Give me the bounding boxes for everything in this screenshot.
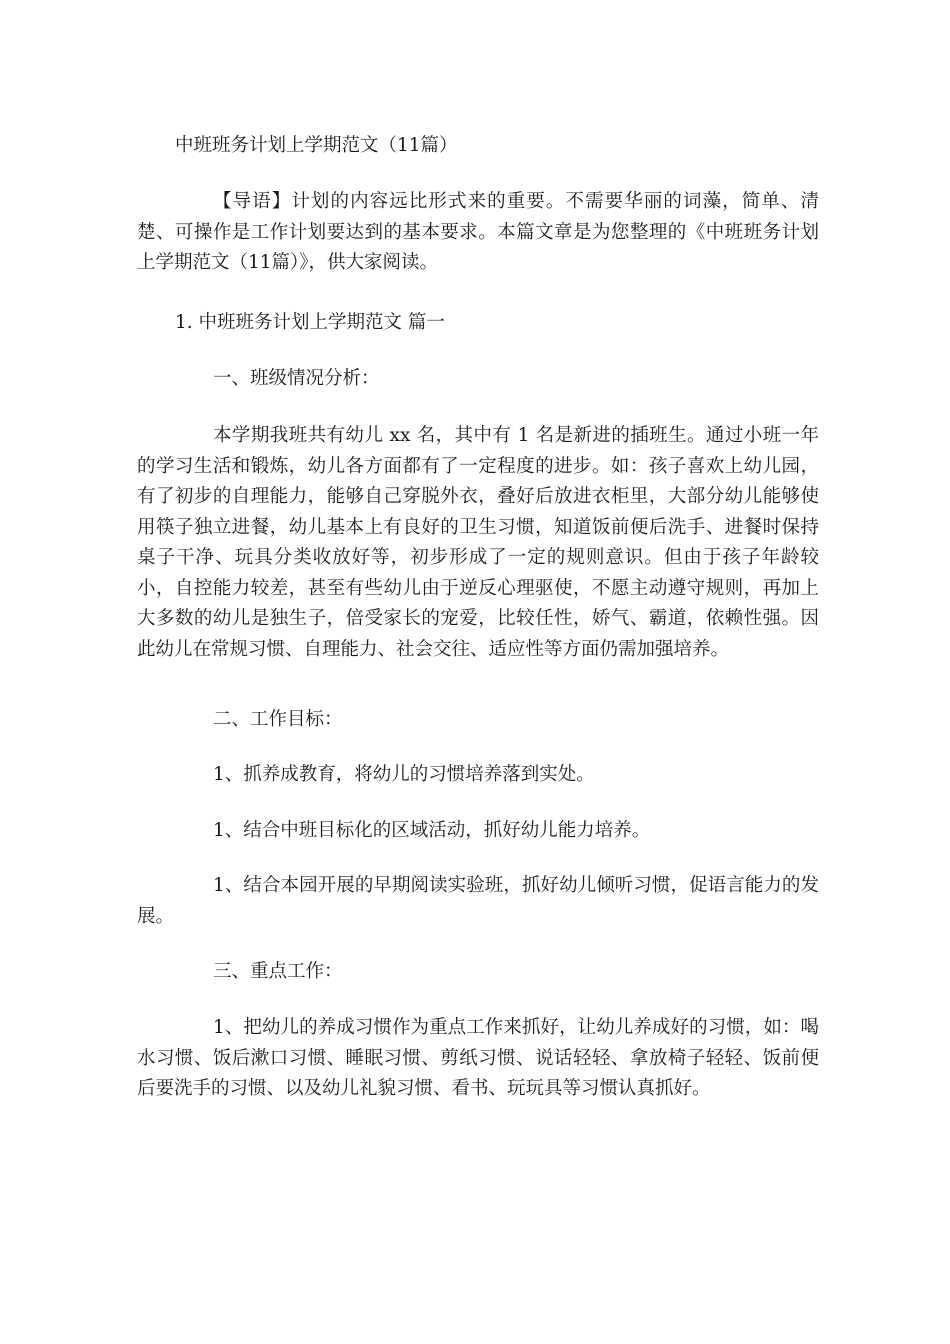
section-heading: 1. 中班班务计划上学期范文 篇一 — [175, 312, 445, 333]
goal-item-1: 1、抓养成教育，将幼儿的习惯培养落到实处。 — [213, 764, 595, 785]
part1-heading: 一、班级情况分析： — [213, 368, 380, 389]
work-item-1: 1、把幼儿的养成习惯作为重点工作来抓好，让幼儿养成好的习惯，如：喝水习惯、饭后漱口习惯、睡眠习惯、剪纸习惯、说话轻轻、拿放椅子轻轻、饭前便后要洗手的习惯、以及幼儿礼貌习惯、看书、玩玩具等习惯认真抓好。 — [137, 1017, 819, 1099]
goal-item-3: 1、结合本园开展的早期阅读实验班，抓好幼儿倾听习惯，促语言能力的发展。 — [137, 875, 819, 927]
intro-paragraph: 【导语】计划的内容远比形式来的重要。不需要华丽的词藻，简单、清楚、可操作是工作计划要达到的基本要求。本篇文章是为您整理的《中班班务计划上学期范文（11篇）》，供大家阅读。 — [137, 191, 819, 273]
part3-heading: 三、重点工作： — [213, 961, 343, 982]
goal-item-2: 1、结合中班目标化的区域活动，抓好幼儿能力培养。 — [213, 820, 651, 841]
document-title: 中班班务计划上学期范文（11篇） — [175, 135, 458, 156]
part2-heading: 二、工作目标： — [213, 709, 343, 730]
part1-body: 本学期我班共有幼儿 xx 名，其中有 1 名是新进的插班生。通过小班一年的学习生活和锻炼，幼儿各方面都有了一定程度的进步。如：孩子喜欢上幼儿园，有了初步的自理能力，能够自己穿脱外衣，叠好后放进衣柜里，大部分幼儿能够使用筷子独立进餐，幼儿基本上有良好的卫生习惯，知道饭前便后洗手、进餐时保持桌子干净、玩具分类收放好等，初步形成了一定的规则意识。但由于孩子年龄较小，自控能力较差，甚至有些幼儿由于逆反心理驱使，不愿主动遵守规则，再加上大多数的幼儿是独生子，倍受家长的宠爱，比较任性，娇气、霸道，依赖性强。因此幼儿在常规习惯、自理能力、社会交往、适应性等方面仍需加强培养。 — [137, 425, 819, 660]
